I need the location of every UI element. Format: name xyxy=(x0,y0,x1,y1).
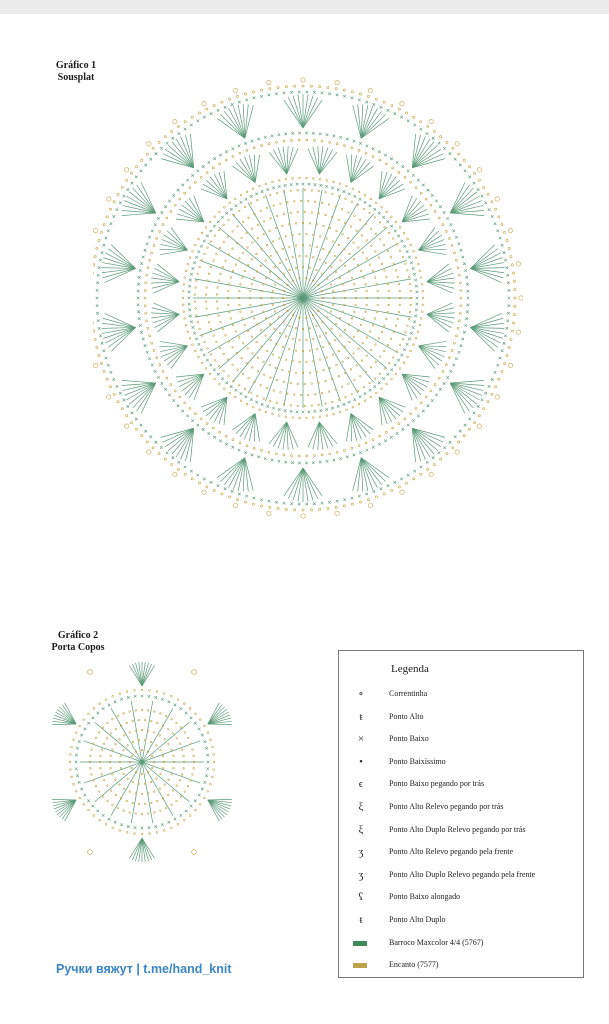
chart1-title-line2: Sousplat xyxy=(57,72,95,83)
legend-label: Ponto Alto Duplo Relevo pegando pela frente xyxy=(389,869,536,879)
top-strip xyxy=(0,0,609,14)
legend-label: Ponto Baixo pegando por trás xyxy=(389,779,485,789)
legend-label: Ponto Baixo alongado xyxy=(389,892,461,902)
legend-item xyxy=(339,866,583,884)
legend-item xyxy=(339,730,583,748)
placemat-crochet-chart xyxy=(93,40,523,560)
stitch-symbol-icon: ʒ xyxy=(358,846,364,859)
legend-item xyxy=(339,956,583,974)
chart2-title-line2: Porta Copos xyxy=(51,642,105,653)
legend-item xyxy=(339,843,583,861)
stitch-symbol-icon: ŧ xyxy=(359,710,363,723)
legend-item xyxy=(339,888,583,906)
legend-label: Ponto Alto Relevo pegando pela frente xyxy=(389,847,514,857)
stitch-symbol-icon: ϵ xyxy=(358,778,364,791)
stitch-symbol-icon: • xyxy=(359,755,363,768)
stitch-symbol-icon: ξ xyxy=(358,823,364,836)
legend-item xyxy=(339,685,583,703)
legend-item xyxy=(339,821,583,839)
stitch-symbol-icon: ʒ xyxy=(358,868,364,881)
legend-box xyxy=(338,650,584,978)
legend-label: Ponto Alto Duplo xyxy=(389,915,446,924)
chart1-title-line1: Gráfico 1 xyxy=(55,60,97,71)
legend-label: Barroco Maxcolor 4/4 (5767) xyxy=(389,937,484,947)
stitch-symbol-icon: ŧ xyxy=(359,914,363,926)
color-swatch xyxy=(353,963,367,968)
stitch-symbol-icon: ξ xyxy=(358,801,364,813)
legend-label: Ponto Alto Duplo Relevo pegando por trás xyxy=(389,824,526,834)
watermark: Ручки вяжут | t.me/hand_knit xyxy=(56,962,232,976)
legend-label: Ponto Alto Relevo pegando por trás xyxy=(389,802,504,811)
color-swatch xyxy=(353,941,367,946)
legend-label: Encanto (7577) xyxy=(389,960,439,970)
legend-item xyxy=(339,753,583,771)
legend-title: Legenda xyxy=(391,663,429,675)
coaster-crochet-chart xyxy=(42,650,242,875)
legend-item xyxy=(339,934,583,952)
stitch-symbol-icon: ∘ xyxy=(358,688,364,700)
legend-label: Ponto Baixíssimo xyxy=(389,756,446,766)
legend-item xyxy=(339,911,583,929)
stitch-symbol-icon: × xyxy=(357,733,365,746)
legend-label: Ponto Baixo xyxy=(389,734,429,744)
legend-label: Ponto Alto xyxy=(389,711,424,721)
legend-item xyxy=(339,775,583,793)
chart2-title-line1: Gráfico 2 xyxy=(57,630,99,641)
legend-label: Correntinha xyxy=(389,689,428,698)
legend-item xyxy=(339,798,583,816)
legend-item xyxy=(339,708,583,726)
stitch-symbol-icon: ʕ xyxy=(358,891,364,904)
